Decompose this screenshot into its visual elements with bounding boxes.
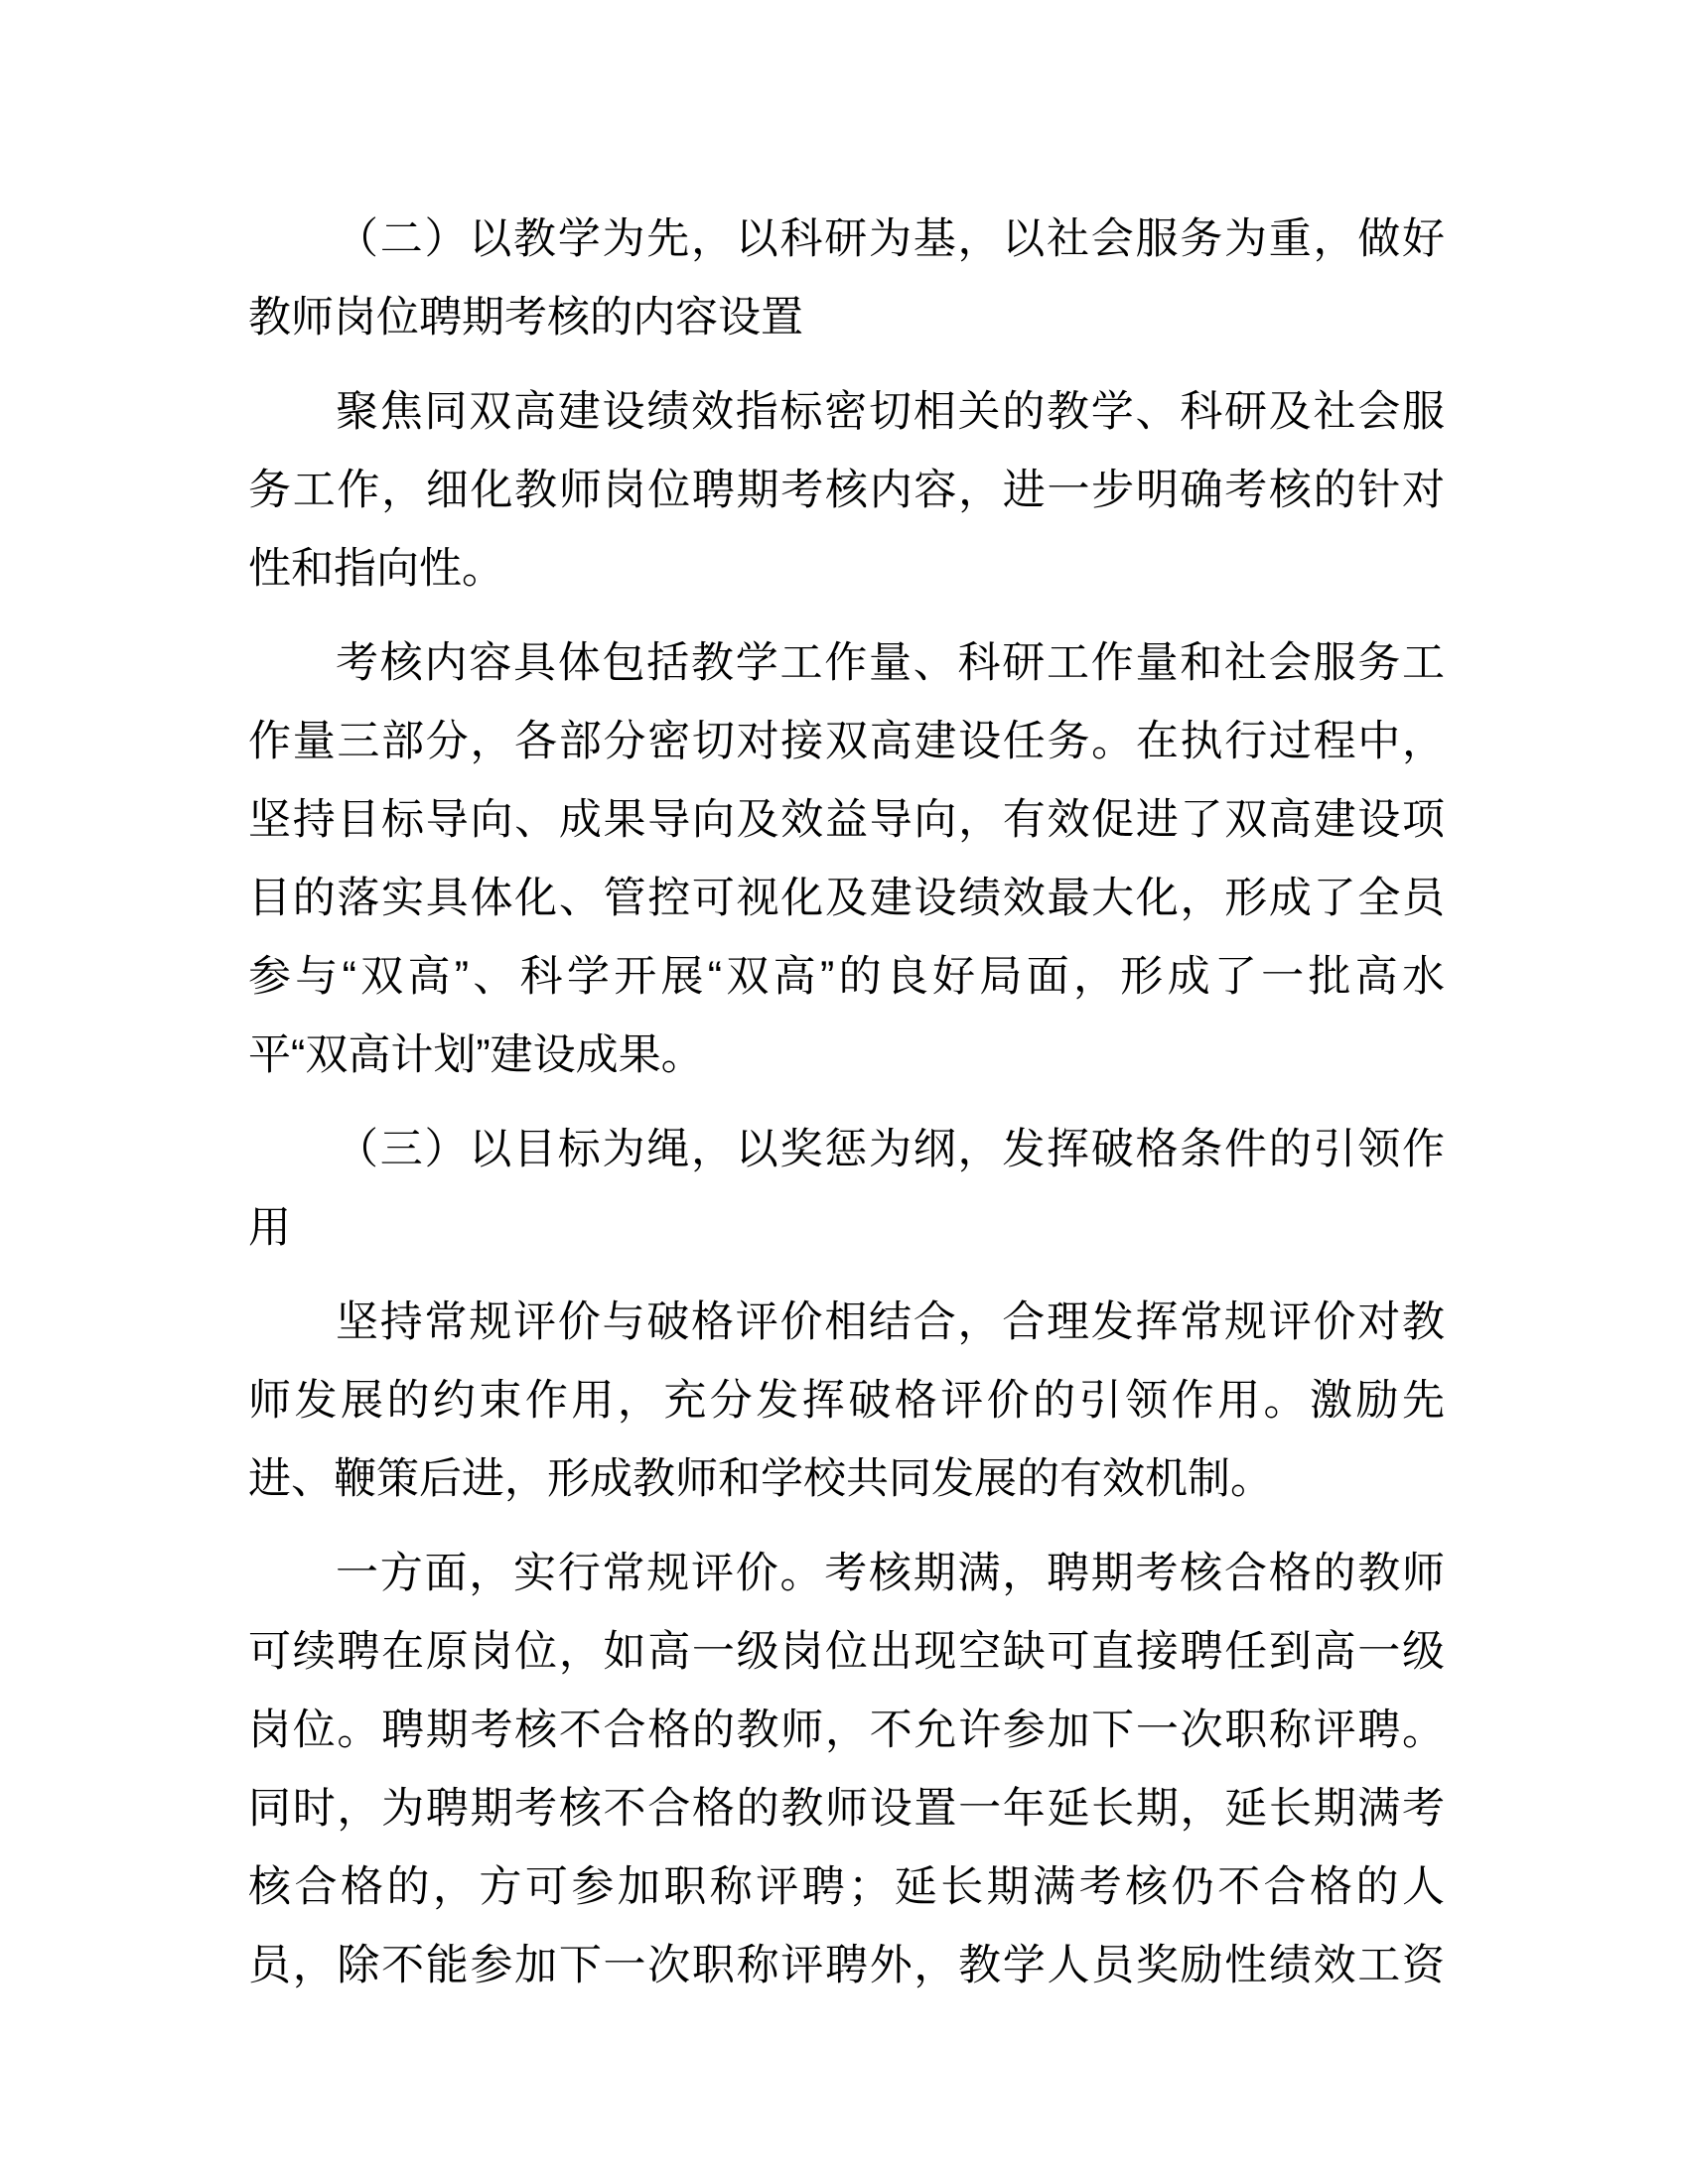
paragraph-body [248, 624, 1445, 1095]
text-line: 可续聘在原岗位，如高一级岗位出现空缺可直接聘任到高一级 [248, 1628, 1445, 1676]
text-line: 岗位。聘期考核不合格的教师，不允许参加下一次职称评聘。 [248, 1706, 1445, 1754]
text-line: （三）以目标为绳，以奖惩为纲，发挥破格条件的引领作 [336, 1126, 1445, 1173]
document-body [248, 201, 1445, 2021]
text-line: 参与“双高”、科学开展“双高”的良好局面，形成了一批高水 [248, 953, 1445, 1001]
text-line: 聚焦同双高建设绩效指标密切相关的教学、科研及社会服 [336, 388, 1445, 436]
paragraph-body [248, 1535, 1445, 2005]
text-line: 师发展的约束作用，充分发挥破格评价的引领作用。激励先 [248, 1377, 1445, 1425]
text-line: 平“双高计划”建设成果。 [248, 1031, 704, 1079]
text-line: 一方面，实行常规评价。考核期满，聘期考核合格的教师 [336, 1550, 1445, 1597]
text-line: 考核内容具体包括教学工作量、科研工作量和社会服务工 [336, 639, 1445, 687]
text-line: 同时，为聘期考核不合格的教师设置一年延长期，延长期满考 [248, 1785, 1445, 1833]
paragraph-body [248, 1284, 1445, 1519]
paragraph-subheading [248, 201, 1445, 357]
text-line: 教师岗位聘期考核的内容设置 [248, 294, 803, 341]
text-line: 进、鞭策后进，形成教师和学校共同发展的有效机制。 [248, 1455, 1273, 1503]
paragraph-subheading [248, 1111, 1445, 1268]
text-line: 坚持目标导向、成果导向及效益导向，有效促进了双高建设项 [248, 796, 1445, 844]
text-line: 员，除不能参加下一次职称评聘外，教学人员奖励性绩效工资 [248, 1942, 1445, 1989]
text-line: 核合格的，方可参加职称评聘；延长期满考核仍不合格的人 [248, 1863, 1445, 1911]
text-line: 务工作，细化教师岗位聘期考核内容，进一步明确考核的针对 [248, 467, 1445, 514]
text-line: 目的落实具体化、管控可视化及建设绩效最大化，形成了全员 [248, 875, 1445, 922]
text-line: （二）以教学为先，以科研为基，以社会服务为重，做好 [336, 215, 1445, 263]
text-line: 性和指向性。 [248, 545, 504, 593]
text-line: 用 [248, 1204, 291, 1252]
text-line: 坚持常规评价与破格评价相结合，合理发挥常规评价对教 [336, 1298, 1445, 1346]
text-line: 作量三部分，各部分密切对接双高建设任务。在执行过程中， [248, 718, 1445, 765]
paragraph-body [248, 373, 1445, 609]
